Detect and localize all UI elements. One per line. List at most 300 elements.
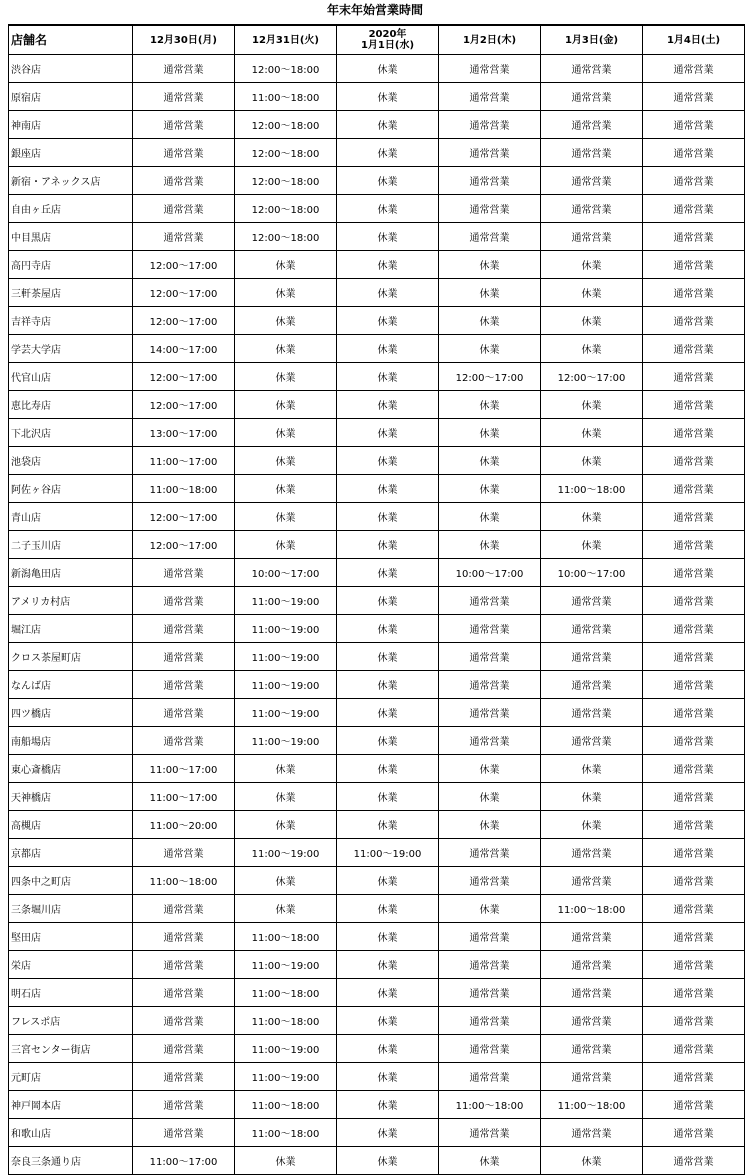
jan1-hours-cell: 休業 (337, 643, 439, 671)
table-row (9, 419, 745, 447)
jan4-hours-cell: 通常営業 (643, 55, 745, 83)
store-name-cell: 堀江店 (9, 615, 133, 643)
jan2-hours-cell: 通常営業 (439, 951, 541, 979)
jan1-hours-cell: 休業 (337, 447, 439, 475)
table-row (9, 111, 745, 139)
jan1-hours-cell: 休業 (337, 783, 439, 811)
jan2-hours-cell: 休業 (439, 419, 541, 447)
header-jan2: 1月2日(木) (439, 25, 541, 55)
jan4-hours-cell: 通常営業 (643, 783, 745, 811)
jan1-hours-cell: 休業 (337, 755, 439, 783)
dec30-hours-cell: 12:00〜17:00 (133, 363, 235, 391)
jan4-hours-cell: 通常営業 (643, 1147, 745, 1175)
table-row (9, 951, 745, 979)
table-row (9, 839, 745, 867)
jan1-hours-cell: 休業 (337, 615, 439, 643)
store-name-cell: フレスポ店 (9, 1007, 133, 1035)
jan4-hours-cell: 通常営業 (643, 1007, 745, 1035)
hours-table (8, 24, 745, 1175)
jan1-hours-cell: 休業 (337, 867, 439, 895)
jan4-hours-cell: 通常営業 (643, 559, 745, 587)
jan4-hours-cell: 通常営業 (643, 1035, 745, 1063)
store-name-cell: 池袋店 (9, 447, 133, 475)
jan2-hours-cell: 通常営業 (439, 1063, 541, 1091)
jan1-hours-cell: 休業 (337, 1091, 439, 1119)
dec31-hours-cell: 休業 (235, 391, 337, 419)
table-row (9, 447, 745, 475)
table-row (9, 643, 745, 671)
dec31-hours-cell: 10:00〜17:00 (235, 559, 337, 587)
table-row (9, 531, 745, 559)
store-name-cell: アメリカ村店 (9, 587, 133, 615)
jan2-hours-cell: 通常営業 (439, 55, 541, 83)
jan4-hours-cell: 通常営業 (643, 307, 745, 335)
dec31-hours-cell: 11:00〜19:00 (235, 1035, 337, 1063)
jan2-hours-cell: 10:00〜17:00 (439, 559, 541, 587)
jan3-hours-cell: 通常営業 (541, 643, 643, 671)
jan3-hours-cell: 休業 (541, 251, 643, 279)
table-row (9, 811, 745, 839)
jan4-hours-cell: 通常営業 (643, 279, 745, 307)
table-row (9, 1007, 745, 1035)
jan2-hours-cell: 通常営業 (439, 643, 541, 671)
jan3-hours-cell: 11:00〜18:00 (541, 1091, 643, 1119)
jan4-hours-cell: 通常営業 (643, 419, 745, 447)
jan1-hours-cell: 休業 (337, 811, 439, 839)
jan1-hours-cell: 休業 (337, 167, 439, 195)
table-row (9, 1091, 745, 1119)
jan3-hours-cell: 通常営業 (541, 195, 643, 223)
store-name-cell: 原宿店 (9, 83, 133, 111)
jan2-hours-cell: 休業 (439, 531, 541, 559)
jan3-hours-cell: 休業 (541, 755, 643, 783)
store-name-cell: 栄店 (9, 951, 133, 979)
dec31-hours-cell: 11:00〜18:00 (235, 1119, 337, 1147)
jan3-hours-cell: 11:00〜18:00 (541, 895, 643, 923)
dec31-hours-cell: 休業 (235, 895, 337, 923)
store-name-cell: 三宮センター街店 (9, 1035, 133, 1063)
store-name-cell: 銀座店 (9, 139, 133, 167)
jan1-hours-cell: 休業 (337, 559, 439, 587)
dec30-hours-cell: 11:00〜18:00 (133, 475, 235, 503)
jan1-hours-cell: 休業 (337, 195, 439, 223)
table-row (9, 1147, 745, 1175)
jan2-hours-cell: 休業 (439, 391, 541, 419)
jan4-hours-cell: 通常営業 (643, 643, 745, 671)
jan2-hours-cell: 休業 (439, 475, 541, 503)
jan1-hours-cell: 休業 (337, 503, 439, 531)
jan2-hours-cell: 通常営業 (439, 1035, 541, 1063)
jan1-hours-cell: 休業 (337, 251, 439, 279)
table-row (9, 363, 745, 391)
jan3-hours-cell: 通常営業 (541, 699, 643, 727)
jan4-hours-cell: 通常営業 (643, 811, 745, 839)
table-row (9, 895, 745, 923)
jan3-hours-cell: 休業 (541, 531, 643, 559)
jan1-hours-cell: 休業 (337, 895, 439, 923)
jan4-hours-cell: 通常営業 (643, 895, 745, 923)
jan4-hours-cell: 通常営業 (643, 1063, 745, 1091)
jan3-hours-cell: 通常営業 (541, 83, 643, 111)
table-row (9, 55, 745, 83)
dec30-hours-cell: 通常営業 (133, 951, 235, 979)
store-name-cell: 恵比寿店 (9, 391, 133, 419)
dec30-hours-cell: 12:00〜17:00 (133, 251, 235, 279)
store-name-cell: 自由ヶ丘店 (9, 195, 133, 223)
page-title: 年末年始営業時間 (326, 3, 423, 17)
dec30-hours-cell: 12:00〜17:00 (133, 307, 235, 335)
dec31-hours-cell: 休業 (235, 1147, 337, 1175)
store-name-cell: 渋谷店 (9, 55, 133, 83)
jan3-hours-cell: 通常営業 (541, 111, 643, 139)
header-dec30: 12月30日(月) (133, 25, 235, 55)
store-name-cell: 元町店 (9, 1063, 133, 1091)
jan2-hours-cell: 通常営業 (439, 1119, 541, 1147)
jan3-hours-cell: 休業 (541, 279, 643, 307)
table-row (9, 279, 745, 307)
jan4-hours-cell: 通常営業 (643, 587, 745, 615)
store-name-cell: 奈良三条通り店 (9, 1147, 133, 1175)
jan2-hours-cell: 通常営業 (439, 839, 541, 867)
jan1-hours-cell: 休業 (337, 335, 439, 363)
jan3-hours-cell: 通常営業 (541, 1035, 643, 1063)
jan4-hours-cell: 通常営業 (643, 839, 745, 867)
jan3-hours-cell: 通常営業 (541, 223, 643, 251)
table-row (9, 167, 745, 195)
table-row (9, 727, 745, 755)
dec30-hours-cell: 通常営業 (133, 979, 235, 1007)
dec30-hours-cell: 通常営業 (133, 167, 235, 195)
jan1-hours-cell: 休業 (337, 587, 439, 615)
dec31-hours-cell: 12:00〜18:00 (235, 139, 337, 167)
dec31-hours-cell: 休業 (235, 503, 337, 531)
table-row (9, 83, 745, 111)
table-row (9, 979, 745, 1007)
store-name-cell: 四条中之町店 (9, 867, 133, 895)
jan3-hours-cell: 通常営業 (541, 139, 643, 167)
dec31-hours-cell: 休業 (235, 783, 337, 811)
store-name-cell: 新宿・アネックス店 (9, 167, 133, 195)
dec31-hours-cell: 休業 (235, 475, 337, 503)
jan4-hours-cell: 通常営業 (643, 531, 745, 559)
jan4-hours-cell: 通常営業 (643, 111, 745, 139)
jan2-hours-cell: 休業 (439, 895, 541, 923)
jan1-hours-cell: 休業 (337, 1035, 439, 1063)
dec31-hours-cell: 11:00〜18:00 (235, 1007, 337, 1035)
jan1-hours-cell: 休業 (337, 1147, 439, 1175)
dec31-hours-cell: 11:00〜19:00 (235, 727, 337, 755)
jan2-hours-cell: 休業 (439, 503, 541, 531)
dec30-hours-cell: 通常営業 (133, 111, 235, 139)
store-name-cell: 学芸大学店 (9, 335, 133, 363)
table-row (9, 699, 745, 727)
jan3-hours-cell: 10:00〜17:00 (541, 559, 643, 587)
header-jan1-date: 1月1日(水) (360, 40, 415, 51)
jan4-hours-cell: 通常営業 (643, 951, 745, 979)
jan2-hours-cell: 通常営業 (439, 979, 541, 1007)
dec30-hours-cell: 通常営業 (133, 923, 235, 951)
store-name-cell: 下北沢店 (9, 419, 133, 447)
jan4-hours-cell: 通常営業 (643, 699, 745, 727)
dec31-hours-cell: 12:00〜18:00 (235, 111, 337, 139)
jan1-hours-cell: 休業 (337, 979, 439, 1007)
dec30-hours-cell: 通常営業 (133, 1007, 235, 1035)
jan2-hours-cell: 通常営業 (439, 587, 541, 615)
jan2-hours-cell: 通常営業 (439, 923, 541, 951)
header-jan3: 1月3日(金) (541, 25, 643, 55)
jan2-hours-cell: 通常営業 (439, 727, 541, 755)
table-row (9, 755, 745, 783)
jan1-hours-cell: 休業 (337, 419, 439, 447)
jan3-hours-cell: 通常営業 (541, 923, 643, 951)
table-row (9, 1035, 745, 1063)
jan1-hours-cell: 11:00〜19:00 (337, 839, 439, 867)
jan2-hours-cell: 通常営業 (439, 223, 541, 251)
jan3-hours-cell: 通常営業 (541, 839, 643, 867)
dec30-hours-cell: 通常営業 (133, 1119, 235, 1147)
dec31-hours-cell: 休業 (235, 307, 337, 335)
jan2-hours-cell: 通常営業 (439, 195, 541, 223)
jan1-hours-cell: 休業 (337, 951, 439, 979)
jan4-hours-cell: 通常営業 (643, 167, 745, 195)
dec30-hours-cell: 通常営業 (133, 727, 235, 755)
jan3-hours-cell: 通常営業 (541, 979, 643, 1007)
dec30-hours-cell: 通常営業 (133, 55, 235, 83)
dec30-hours-cell: 通常営業 (133, 895, 235, 923)
table-row (9, 1119, 745, 1147)
dec30-hours-cell: 12:00〜17:00 (133, 503, 235, 531)
dec30-hours-cell: 通常営業 (133, 615, 235, 643)
jan4-hours-cell: 通常営業 (643, 727, 745, 755)
jan2-hours-cell: 通常営業 (439, 83, 541, 111)
store-name-cell: 高円寺店 (9, 251, 133, 279)
jan3-hours-cell: 休業 (541, 783, 643, 811)
dec30-hours-cell: 通常営業 (133, 839, 235, 867)
jan1-hours-cell: 休業 (337, 223, 439, 251)
jan1-hours-cell: 休業 (337, 363, 439, 391)
table-row (9, 559, 745, 587)
header-store: 店舗名 (9, 25, 133, 55)
jan2-hours-cell: 休業 (439, 335, 541, 363)
store-name-cell: 南船場店 (9, 727, 133, 755)
jan4-hours-cell: 通常営業 (643, 391, 745, 419)
jan3-hours-cell: 通常営業 (541, 951, 643, 979)
jan3-hours-cell: 通常営業 (541, 867, 643, 895)
store-name-cell: 中目黒店 (9, 223, 133, 251)
dec31-hours-cell: 休業 (235, 447, 337, 475)
jan4-hours-cell: 通常営業 (643, 1091, 745, 1119)
header-row (9, 25, 745, 55)
jan2-hours-cell: 休業 (439, 755, 541, 783)
table-row (9, 615, 745, 643)
table-row (9, 671, 745, 699)
jan3-hours-cell: 通常営業 (541, 167, 643, 195)
store-name-cell: 代官山店 (9, 363, 133, 391)
dec30-hours-cell: 11:00〜17:00 (133, 783, 235, 811)
jan4-hours-cell: 通常営業 (643, 139, 745, 167)
dec30-hours-cell: 11:00〜17:00 (133, 755, 235, 783)
dec31-hours-cell: 休業 (235, 335, 337, 363)
store-name-cell: 新潟亀田店 (9, 559, 133, 587)
jan4-hours-cell: 通常営業 (643, 1119, 745, 1147)
dec31-hours-cell: 休業 (235, 755, 337, 783)
dec31-hours-cell: 11:00〜18:00 (235, 979, 337, 1007)
jan4-hours-cell: 通常営業 (643, 447, 745, 475)
table-row (9, 139, 745, 167)
jan3-hours-cell: 休業 (541, 811, 643, 839)
dec30-hours-cell: 通常営業 (133, 83, 235, 111)
jan4-hours-cell: 通常営業 (643, 335, 745, 363)
dec31-hours-cell: 11:00〜19:00 (235, 615, 337, 643)
jan4-hours-cell: 通常営業 (643, 923, 745, 951)
dec30-hours-cell: 11:00〜18:00 (133, 867, 235, 895)
dec31-hours-cell: 11:00〜19:00 (235, 587, 337, 615)
table-row (9, 195, 745, 223)
jan3-hours-cell: 休業 (541, 503, 643, 531)
dec31-hours-cell: 11:00〜19:00 (235, 643, 337, 671)
table-row (9, 923, 745, 951)
dec31-hours-cell: 11:00〜19:00 (235, 671, 337, 699)
jan4-hours-cell: 通常営業 (643, 251, 745, 279)
store-name-cell: 阿佐ヶ谷店 (9, 475, 133, 503)
table-row (9, 867, 745, 895)
store-name-cell: 京都店 (9, 839, 133, 867)
store-name-cell: なんば店 (9, 671, 133, 699)
jan2-hours-cell: 通常営業 (439, 167, 541, 195)
jan2-hours-cell: 休業 (439, 251, 541, 279)
table-row (9, 391, 745, 419)
store-name-cell: 和歌山店 (9, 1119, 133, 1147)
jan3-hours-cell: 通常営業 (541, 615, 643, 643)
jan4-hours-cell: 通常営業 (643, 615, 745, 643)
jan1-hours-cell: 休業 (337, 139, 439, 167)
jan3-hours-cell: 休業 (541, 447, 643, 475)
table-row (9, 503, 745, 531)
header-dec31: 12月31日(火) (235, 25, 337, 55)
jan1-hours-cell: 休業 (337, 55, 439, 83)
dec30-hours-cell: 12:00〜17:00 (133, 531, 235, 559)
jan1-hours-cell: 休業 (337, 727, 439, 755)
jan4-hours-cell: 通常営業 (643, 979, 745, 1007)
store-name-cell: 神戸岡本店 (9, 1091, 133, 1119)
dec30-hours-cell: 通常営業 (133, 643, 235, 671)
dec31-hours-cell: 休業 (235, 279, 337, 307)
store-name-cell: 吉祥寺店 (9, 307, 133, 335)
dec30-hours-cell: 12:00〜17:00 (133, 391, 235, 419)
dec30-hours-cell: 通常営業 (133, 587, 235, 615)
table-row (9, 335, 745, 363)
header-jan4: 1月4日(土) (643, 25, 745, 55)
dec31-hours-cell: 休業 (235, 419, 337, 447)
jan3-hours-cell: 通常営業 (541, 55, 643, 83)
dec30-hours-cell: 通常営業 (133, 223, 235, 251)
jan2-hours-cell: 休業 (439, 307, 541, 335)
dec31-hours-cell: 11:00〜18:00 (235, 923, 337, 951)
store-name-cell: 三軒茶屋店 (9, 279, 133, 307)
store-name-cell: 明石店 (9, 979, 133, 1007)
dec30-hours-cell: 14:00〜17:00 (133, 335, 235, 363)
jan4-hours-cell: 通常営業 (643, 475, 745, 503)
jan2-hours-cell: 通常営業 (439, 671, 541, 699)
jan1-hours-cell: 休業 (337, 111, 439, 139)
jan2-hours-cell: 通常営業 (439, 699, 541, 727)
dec31-hours-cell: 12:00〜18:00 (235, 223, 337, 251)
store-name-cell: 三条堀川店 (9, 895, 133, 923)
store-name-cell: 青山店 (9, 503, 133, 531)
jan1-hours-cell: 休業 (337, 83, 439, 111)
dec31-hours-cell: 11:00〜18:00 (235, 1091, 337, 1119)
jan2-hours-cell: 通常営業 (439, 867, 541, 895)
store-name-cell: 二子玉川店 (9, 531, 133, 559)
dec31-hours-cell: 休業 (235, 363, 337, 391)
store-name-cell: 堅田店 (9, 923, 133, 951)
jan2-hours-cell: 通常営業 (439, 139, 541, 167)
jan2-hours-cell: 12:00〜17:00 (439, 363, 541, 391)
jan3-hours-cell: 通常営業 (541, 671, 643, 699)
dec30-hours-cell: 11:00〜20:00 (133, 811, 235, 839)
dec30-hours-cell: 12:00〜17:00 (133, 279, 235, 307)
dec31-hours-cell: 11:00〜19:00 (235, 699, 337, 727)
jan2-hours-cell: 通常営業 (439, 615, 541, 643)
jan2-hours-cell: 通常営業 (439, 111, 541, 139)
dec30-hours-cell: 通常営業 (133, 559, 235, 587)
jan2-hours-cell: 休業 (439, 447, 541, 475)
jan3-hours-cell: 休業 (541, 335, 643, 363)
dec30-hours-cell: 通常営業 (133, 671, 235, 699)
dec30-hours-cell: 通常営業 (133, 139, 235, 167)
jan3-hours-cell: 通常営業 (541, 727, 643, 755)
jan2-hours-cell: 休業 (439, 783, 541, 811)
jan1-hours-cell: 休業 (337, 1063, 439, 1091)
store-name-cell: クロス茶屋町店 (9, 643, 133, 671)
dec31-hours-cell: 休業 (235, 251, 337, 279)
jan3-hours-cell: 11:00〜18:00 (541, 475, 643, 503)
jan1-hours-cell: 休業 (337, 1007, 439, 1035)
jan1-hours-cell: 休業 (337, 531, 439, 559)
header-jan1-year: 2020年 (368, 29, 407, 40)
jan3-hours-cell: 通常営業 (541, 1007, 643, 1035)
table-row (9, 223, 745, 251)
jan3-hours-cell: 通常営業 (541, 1119, 643, 1147)
jan4-hours-cell: 通常営業 (643, 83, 745, 111)
jan4-hours-cell: 通常営業 (643, 363, 745, 391)
dec30-hours-cell: 13:00〜17:00 (133, 419, 235, 447)
jan1-hours-cell: 休業 (337, 307, 439, 335)
jan4-hours-cell: 通常営業 (643, 223, 745, 251)
jan3-hours-cell: 休業 (541, 419, 643, 447)
jan1-hours-cell: 休業 (337, 279, 439, 307)
table-row (9, 251, 745, 279)
dec31-hours-cell: 休業 (235, 811, 337, 839)
dec30-hours-cell: 通常営業 (133, 1091, 235, 1119)
jan4-hours-cell: 通常営業 (643, 195, 745, 223)
dec30-hours-cell: 通常営業 (133, 699, 235, 727)
dec31-hours-cell: 11:00〜19:00 (235, 839, 337, 867)
store-name-cell: 天神橋店 (9, 783, 133, 811)
jan2-hours-cell: 休業 (439, 811, 541, 839)
header-jan1 (337, 25, 439, 55)
store-name-cell: 東心斎橋店 (9, 755, 133, 783)
jan2-hours-cell: 11:00〜18:00 (439, 1091, 541, 1119)
jan3-hours-cell: 休業 (541, 1147, 643, 1175)
jan1-hours-cell: 休業 (337, 391, 439, 419)
store-name-cell: 神南店 (9, 111, 133, 139)
store-name-cell: 四ツ橋店 (9, 699, 133, 727)
jan4-hours-cell: 通常営業 (643, 671, 745, 699)
dec30-hours-cell: 通常営業 (133, 1063, 235, 1091)
jan1-hours-cell: 休業 (337, 699, 439, 727)
jan3-hours-cell: 通常営業 (541, 587, 643, 615)
